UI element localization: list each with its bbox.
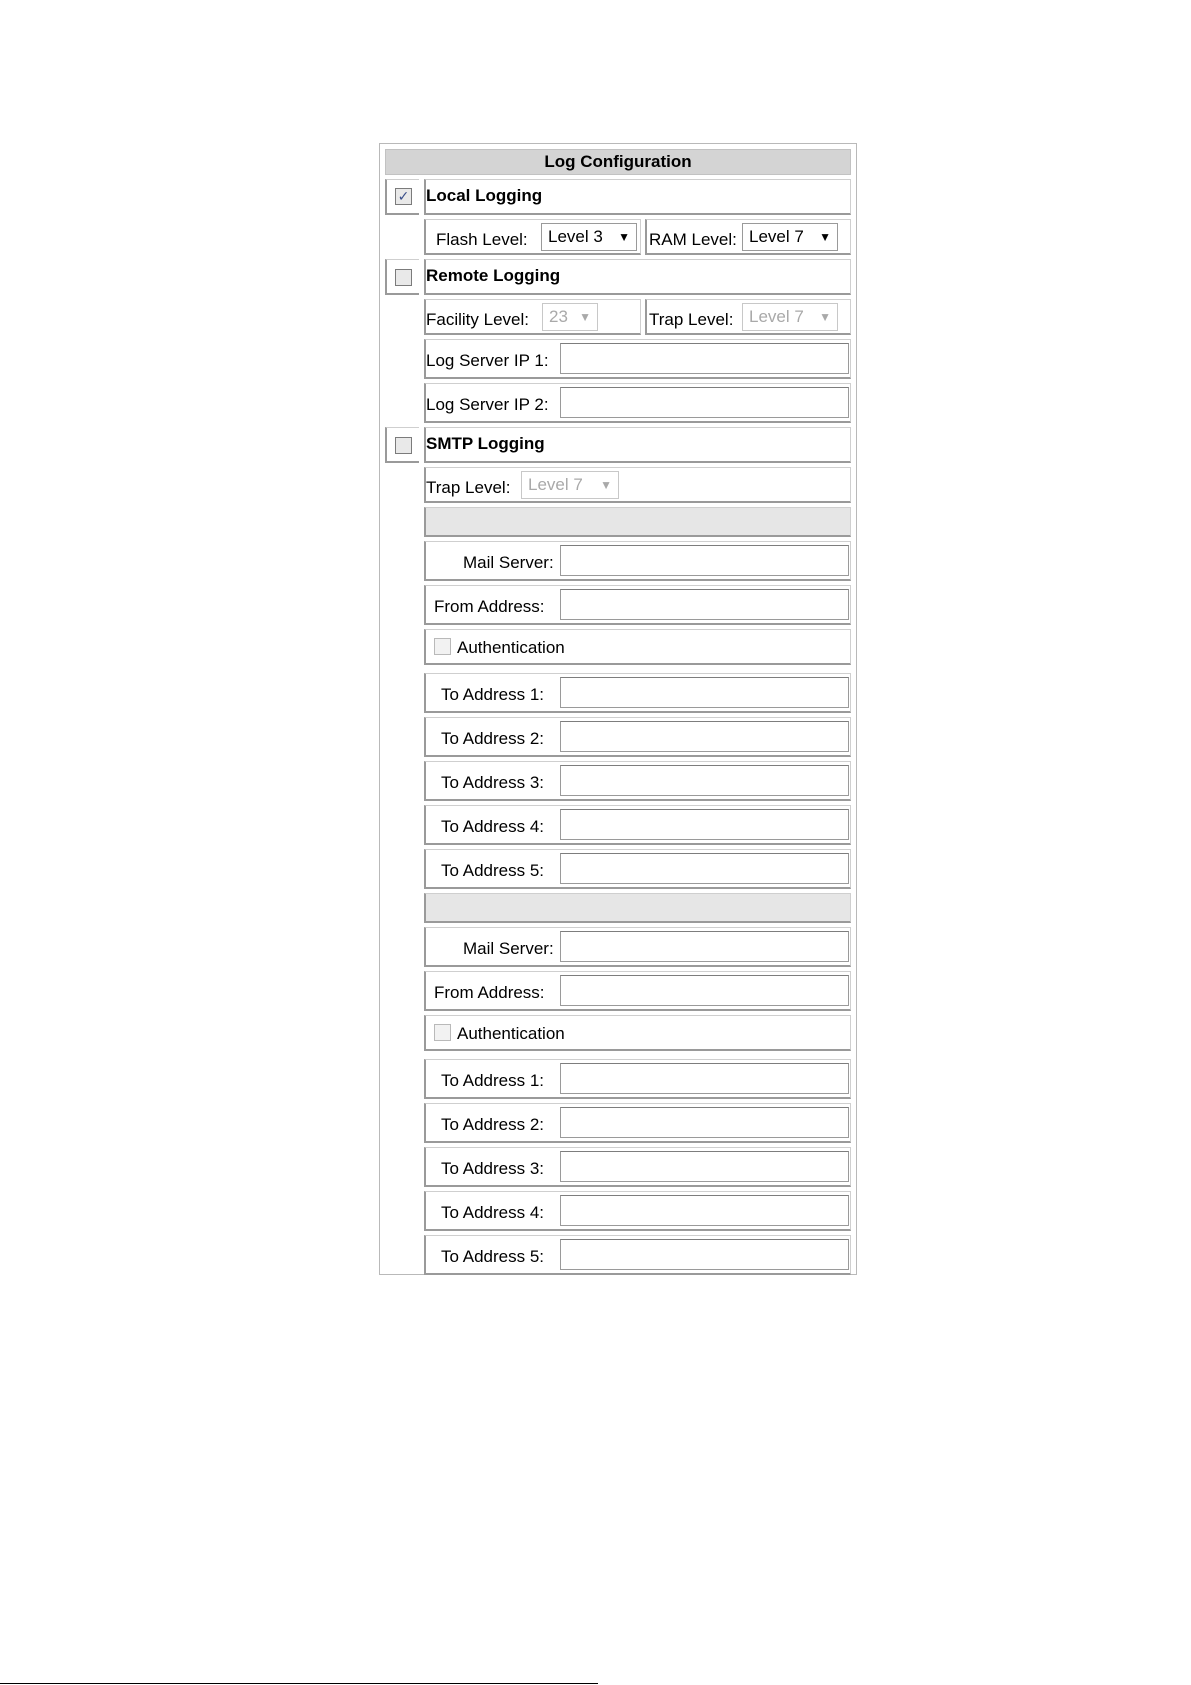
smtp-trap-level-select[interactable] — [521, 471, 619, 499]
flash-level-cell — [424, 219, 641, 255]
log-server-ip2-input[interactable] — [560, 387, 849, 418]
smtp-group-1-to5-input[interactable] — [560, 853, 849, 884]
ram-level-value: Level 7 — [749, 227, 804, 246]
ram-level-cell — [645, 219, 851, 255]
remote-indent — [385, 299, 419, 419]
local-logging-check-cell — [385, 179, 419, 215]
smtp-group-1-auth-checkbox[interactable] — [434, 638, 451, 655]
flash-level-value: Level 3 — [548, 227, 603, 246]
smtp-group-2-to3-row — [424, 1147, 851, 1187]
smtp-group-1-to1-input[interactable] — [560, 677, 849, 708]
chevron-down-icon: ▼ — [579, 310, 591, 324]
log-server-ip2-label: Log Server IP 2: — [426, 395, 549, 414]
smtp-group-1-separator — [424, 507, 851, 537]
remote-logging-checkbox[interactable] — [395, 269, 412, 286]
smtp-group-2-from-input[interactable] — [560, 975, 849, 1006]
checkmark-icon: ✓ — [397, 188, 410, 204]
smtp-group-2-to3-label: To Address 3: — [441, 1159, 545, 1178]
smtp-group-2-separator — [424, 893, 851, 923]
smtp-group-1-to1-label: To Address 1: — [441, 685, 545, 704]
smtp-group-2-mail-server-label: Mail Server: — [463, 939, 554, 958]
remote-trap-level-select[interactable] — [742, 303, 838, 331]
smtp-group-1-to2-input[interactable] — [560, 721, 849, 752]
smtp-group-1-to4-input[interactable] — [560, 809, 849, 840]
local-logging-checkbox[interactable] — [395, 188, 412, 205]
smtp-trap-level-value: Level 7 — [528, 475, 583, 494]
smtp-group-2-to5-input[interactable] — [560, 1239, 849, 1270]
smtp-group-1-to3-label: To Address 3: — [441, 773, 545, 792]
smtp-group-2-to2-label: To Address 2: — [441, 1115, 545, 1134]
smtp-group-1-from-input[interactable] — [560, 589, 849, 620]
facility-level-select[interactable] — [542, 303, 598, 331]
flash-level-select[interactable] — [541, 223, 637, 251]
smtp-group-2-to4-row — [424, 1191, 851, 1231]
smtp-group-1-from-row — [424, 585, 851, 625]
smtp-group-1-mail-server-input[interactable] — [560, 545, 849, 576]
smtp-group-1-from-label: From Address: — [434, 597, 545, 616]
smtp-logging-label: SMTP Logging — [426, 434, 545, 453]
smtp-group-2-to3-input[interactable] — [560, 1151, 849, 1182]
facility-level-value: 23 — [549, 307, 568, 326]
smtp-group-2-from-row — [424, 971, 851, 1011]
smtp-group-1-to3-input[interactable] — [560, 765, 849, 796]
smtp-group-2-from-label: From Address: — [434, 983, 545, 1002]
smtp-group-2-to1-row — [424, 1059, 851, 1099]
smtp-group-2-to5-row — [424, 1235, 851, 1275]
smtp-group-1-to3-row — [424, 761, 851, 801]
remote-logging-label: Remote Logging — [426, 266, 561, 285]
smtp-group-1-auth-label: Authentication — [457, 638, 565, 657]
smtp-group-2-to2-input[interactable] — [560, 1107, 849, 1138]
smtp-group-2-auth-row — [424, 1015, 851, 1051]
local-logging-header — [424, 179, 851, 215]
chevron-down-icon: ▼ — [618, 230, 630, 244]
smtp-group-2-to2-row — [424, 1103, 851, 1143]
flash-level-label: Flash Level: — [436, 230, 528, 249]
chevron-down-icon: ▼ — [819, 230, 831, 244]
smtp-trap-level-label: Trap Level: — [426, 478, 511, 497]
log-server-ip1-label: Log Server IP 1: — [426, 351, 549, 370]
smtp-group-1-to5-label: To Address 5: — [441, 861, 545, 880]
remote-logging-header — [424, 259, 851, 295]
smtp-group-2-mail-server-row — [424, 927, 851, 967]
smtp-group-1-to4-label: To Address 4: — [441, 817, 545, 836]
smtp-group-2-auth-label: Authentication — [457, 1024, 565, 1043]
ram-level-label: RAM Level: — [649, 230, 737, 249]
log-server-ip2-row — [424, 383, 851, 423]
facility-level-label: Facility Level: — [426, 310, 529, 329]
smtp-group-1-to2-label: To Address 2: — [441, 729, 545, 748]
smtp-group-2-to1-label: To Address 1: — [441, 1071, 545, 1090]
smtp-group-1-to4-row — [424, 805, 851, 845]
chevron-down-icon: ▼ — [600, 478, 612, 492]
chevron-down-icon: ▼ — [819, 310, 831, 324]
smtp-logging-header — [424, 427, 851, 463]
smtp-logging-checkbox[interactable] — [395, 437, 412, 454]
smtp-group-2-to4-label: To Address 4: — [441, 1203, 545, 1222]
smtp-group-1-to2-row — [424, 717, 851, 757]
facility-level-cell — [424, 299, 641, 335]
remote-trap-level-cell — [645, 299, 851, 335]
page-footer-rule — [0, 1683, 598, 1684]
smtp-group-2-to1-input[interactable] — [560, 1063, 849, 1094]
remote-trap-level-label: Trap Level: — [649, 310, 734, 329]
smtp-group-1-to1-row — [424, 673, 851, 713]
smtp-group-1-to5-row — [424, 849, 851, 889]
smtp-group-1-mail-server-row — [424, 541, 851, 581]
smtp-group-2-mail-server-input[interactable] — [560, 931, 849, 962]
smtp-group-1-mail-server-label: Mail Server: — [463, 553, 554, 572]
smtp-logging-check-cell — [385, 427, 419, 463]
log-server-ip1-row — [424, 339, 851, 379]
smtp-trap-level-row — [424, 467, 851, 503]
remote-trap-level-value: Level 7 — [749, 307, 804, 326]
ram-level-select[interactable] — [742, 223, 838, 251]
smtp-group-2-to4-input[interactable] — [560, 1195, 849, 1226]
log-configuration-panel — [379, 143, 857, 1275]
local-logging-label: Local Logging — [426, 186, 543, 205]
smtp-group-1-auth-row — [424, 629, 851, 665]
smtp-group-2-auth-checkbox[interactable] — [434, 1024, 451, 1041]
remote-logging-check-cell — [385, 259, 419, 295]
log-server-ip1-input[interactable] — [560, 343, 849, 374]
smtp-group-2-to5-label: To Address 5: — [441, 1247, 545, 1266]
panel-title: Log Configuration — [385, 149, 851, 175]
